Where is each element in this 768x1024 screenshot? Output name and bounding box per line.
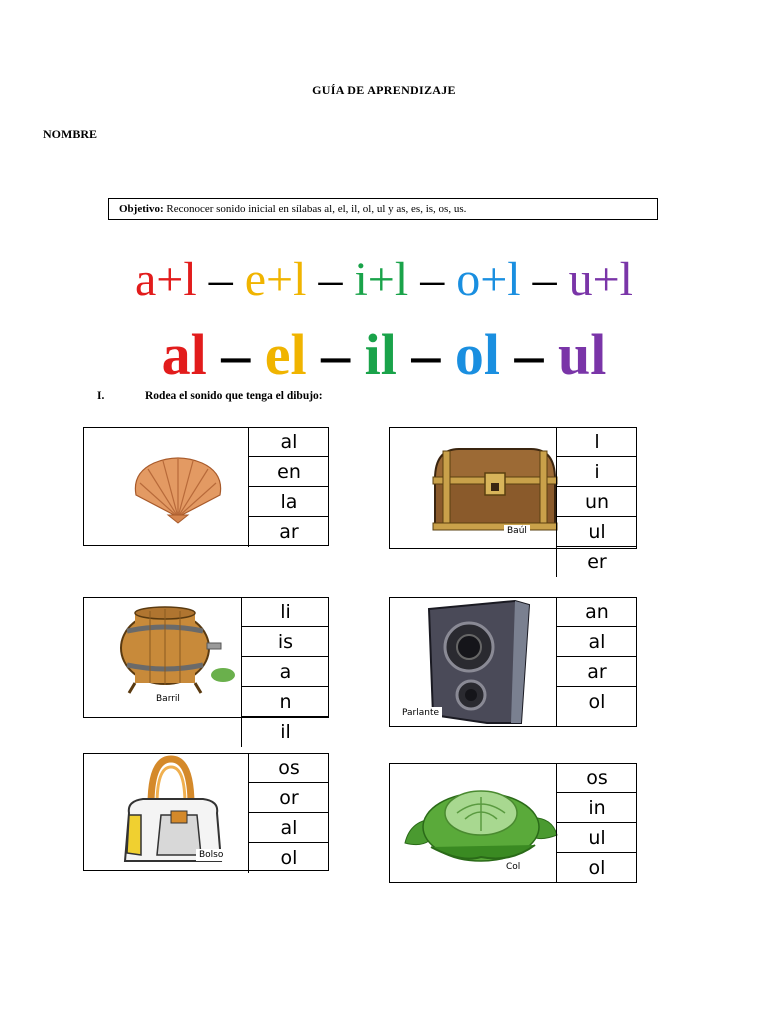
syllable-option[interactable]: al [249, 813, 329, 843]
combo-separator: – [499, 322, 558, 387]
combo-separator: – [306, 253, 355, 306]
syllable-column [556, 427, 637, 577]
combo-row1-item: u+l [568, 253, 633, 306]
syllable-option[interactable]: il [280, 721, 291, 743]
objective-box [108, 198, 658, 220]
combo-row-syllables [0, 322, 768, 388]
syllable-option[interactable]: or [249, 783, 329, 813]
syllable-option[interactable]: al [249, 427, 329, 457]
card-barrel [83, 597, 329, 747]
nombre-label: NOMBRE [43, 127, 97, 141]
objective-text: Reconocer sonido inicial en sílabas al, el, il, ol, ul y as, es, is, os, us. [163, 203, 467, 215]
syllable-option[interactable]: un [557, 487, 637, 517]
syllable-option[interactable]: ar [279, 521, 299, 543]
combo-separator: – [196, 253, 245, 306]
card-chest [389, 427, 637, 577]
combo-separator: – [306, 322, 365, 387]
syllable-option[interactable]: ar [557, 657, 637, 687]
combo-row2-item: il [364, 322, 397, 387]
combo-row-formulas [0, 250, 768, 310]
barrel-icon [115, 603, 245, 693]
combo-row2-item: al [161, 322, 207, 387]
combo-row2-item: ol [454, 322, 500, 387]
shell-icon [128, 455, 228, 525]
syllable-option[interactable]: a [242, 657, 329, 687]
syllable-option[interactable]: al [557, 627, 637, 657]
treasure-chest-icon [429, 443, 561, 533]
syllable-option[interactable]: is [242, 627, 329, 657]
speaker-icon [425, 599, 535, 724]
picture-label: Col [503, 861, 523, 873]
syllable-option[interactable]: ol [280, 847, 298, 869]
syllable-option[interactable]: os [249, 753, 329, 783]
syllable-column [556, 597, 637, 727]
picture-label: Bolso [196, 849, 226, 861]
syllable-option[interactable]: er [587, 551, 607, 573]
page-title: GUÍA DE APRENDIZAJE [312, 83, 456, 97]
combo-row2-item: el [264, 322, 307, 387]
combo-row2-item: ul [557, 322, 607, 387]
combo-separator: – [206, 322, 265, 387]
instruction [97, 390, 323, 402]
syllable-option[interactable]: ol [588, 857, 606, 879]
syllable-option[interactable]: li [242, 597, 329, 627]
combo-separator: – [520, 253, 569, 306]
combo-row1-item: o+l [456, 253, 521, 306]
syllable-option[interactable]: os [557, 763, 637, 793]
syllable-column [241, 597, 329, 747]
syllable-column [248, 427, 329, 547]
syllable-option[interactable]: n [242, 687, 329, 717]
syllable-option[interactable]: an [557, 597, 637, 627]
combo-separator: – [396, 322, 455, 387]
syllable-option[interactable]: ol [588, 691, 606, 713]
cabbage-icon [401, 777, 561, 867]
objective-label: Objetivo: [119, 203, 164, 215]
instruction-text: Rodea el sonido que tenga el dibujo: [145, 390, 323, 402]
syllable-option[interactable]: en [249, 457, 329, 487]
card-cabbage [389, 763, 637, 883]
instruction-number: I. [97, 390, 105, 402]
syllable-option[interactable]: la [249, 487, 329, 517]
combo-row1-item: a+l [135, 253, 197, 306]
syllable-column [248, 753, 329, 873]
syllable-option[interactable]: l [557, 427, 637, 457]
combo-separator: – [408, 253, 457, 306]
combo-row1-item: i+l [354, 253, 409, 306]
picture-label: Parlante [399, 707, 442, 719]
syllable-column [556, 763, 637, 883]
card-speaker [389, 597, 637, 727]
syllable-option[interactable]: i [557, 457, 637, 487]
card-bag [83, 753, 329, 873]
picture-label: Barril [153, 693, 183, 705]
combo-row1-item: e+l [244, 253, 307, 306]
syllable-option[interactable]: ul [557, 517, 637, 547]
picture-label: Baúl [504, 525, 530, 537]
syllable-option[interactable]: ul [557, 823, 637, 853]
syllable-option[interactable]: in [557, 793, 637, 823]
card-shell [83, 427, 329, 547]
